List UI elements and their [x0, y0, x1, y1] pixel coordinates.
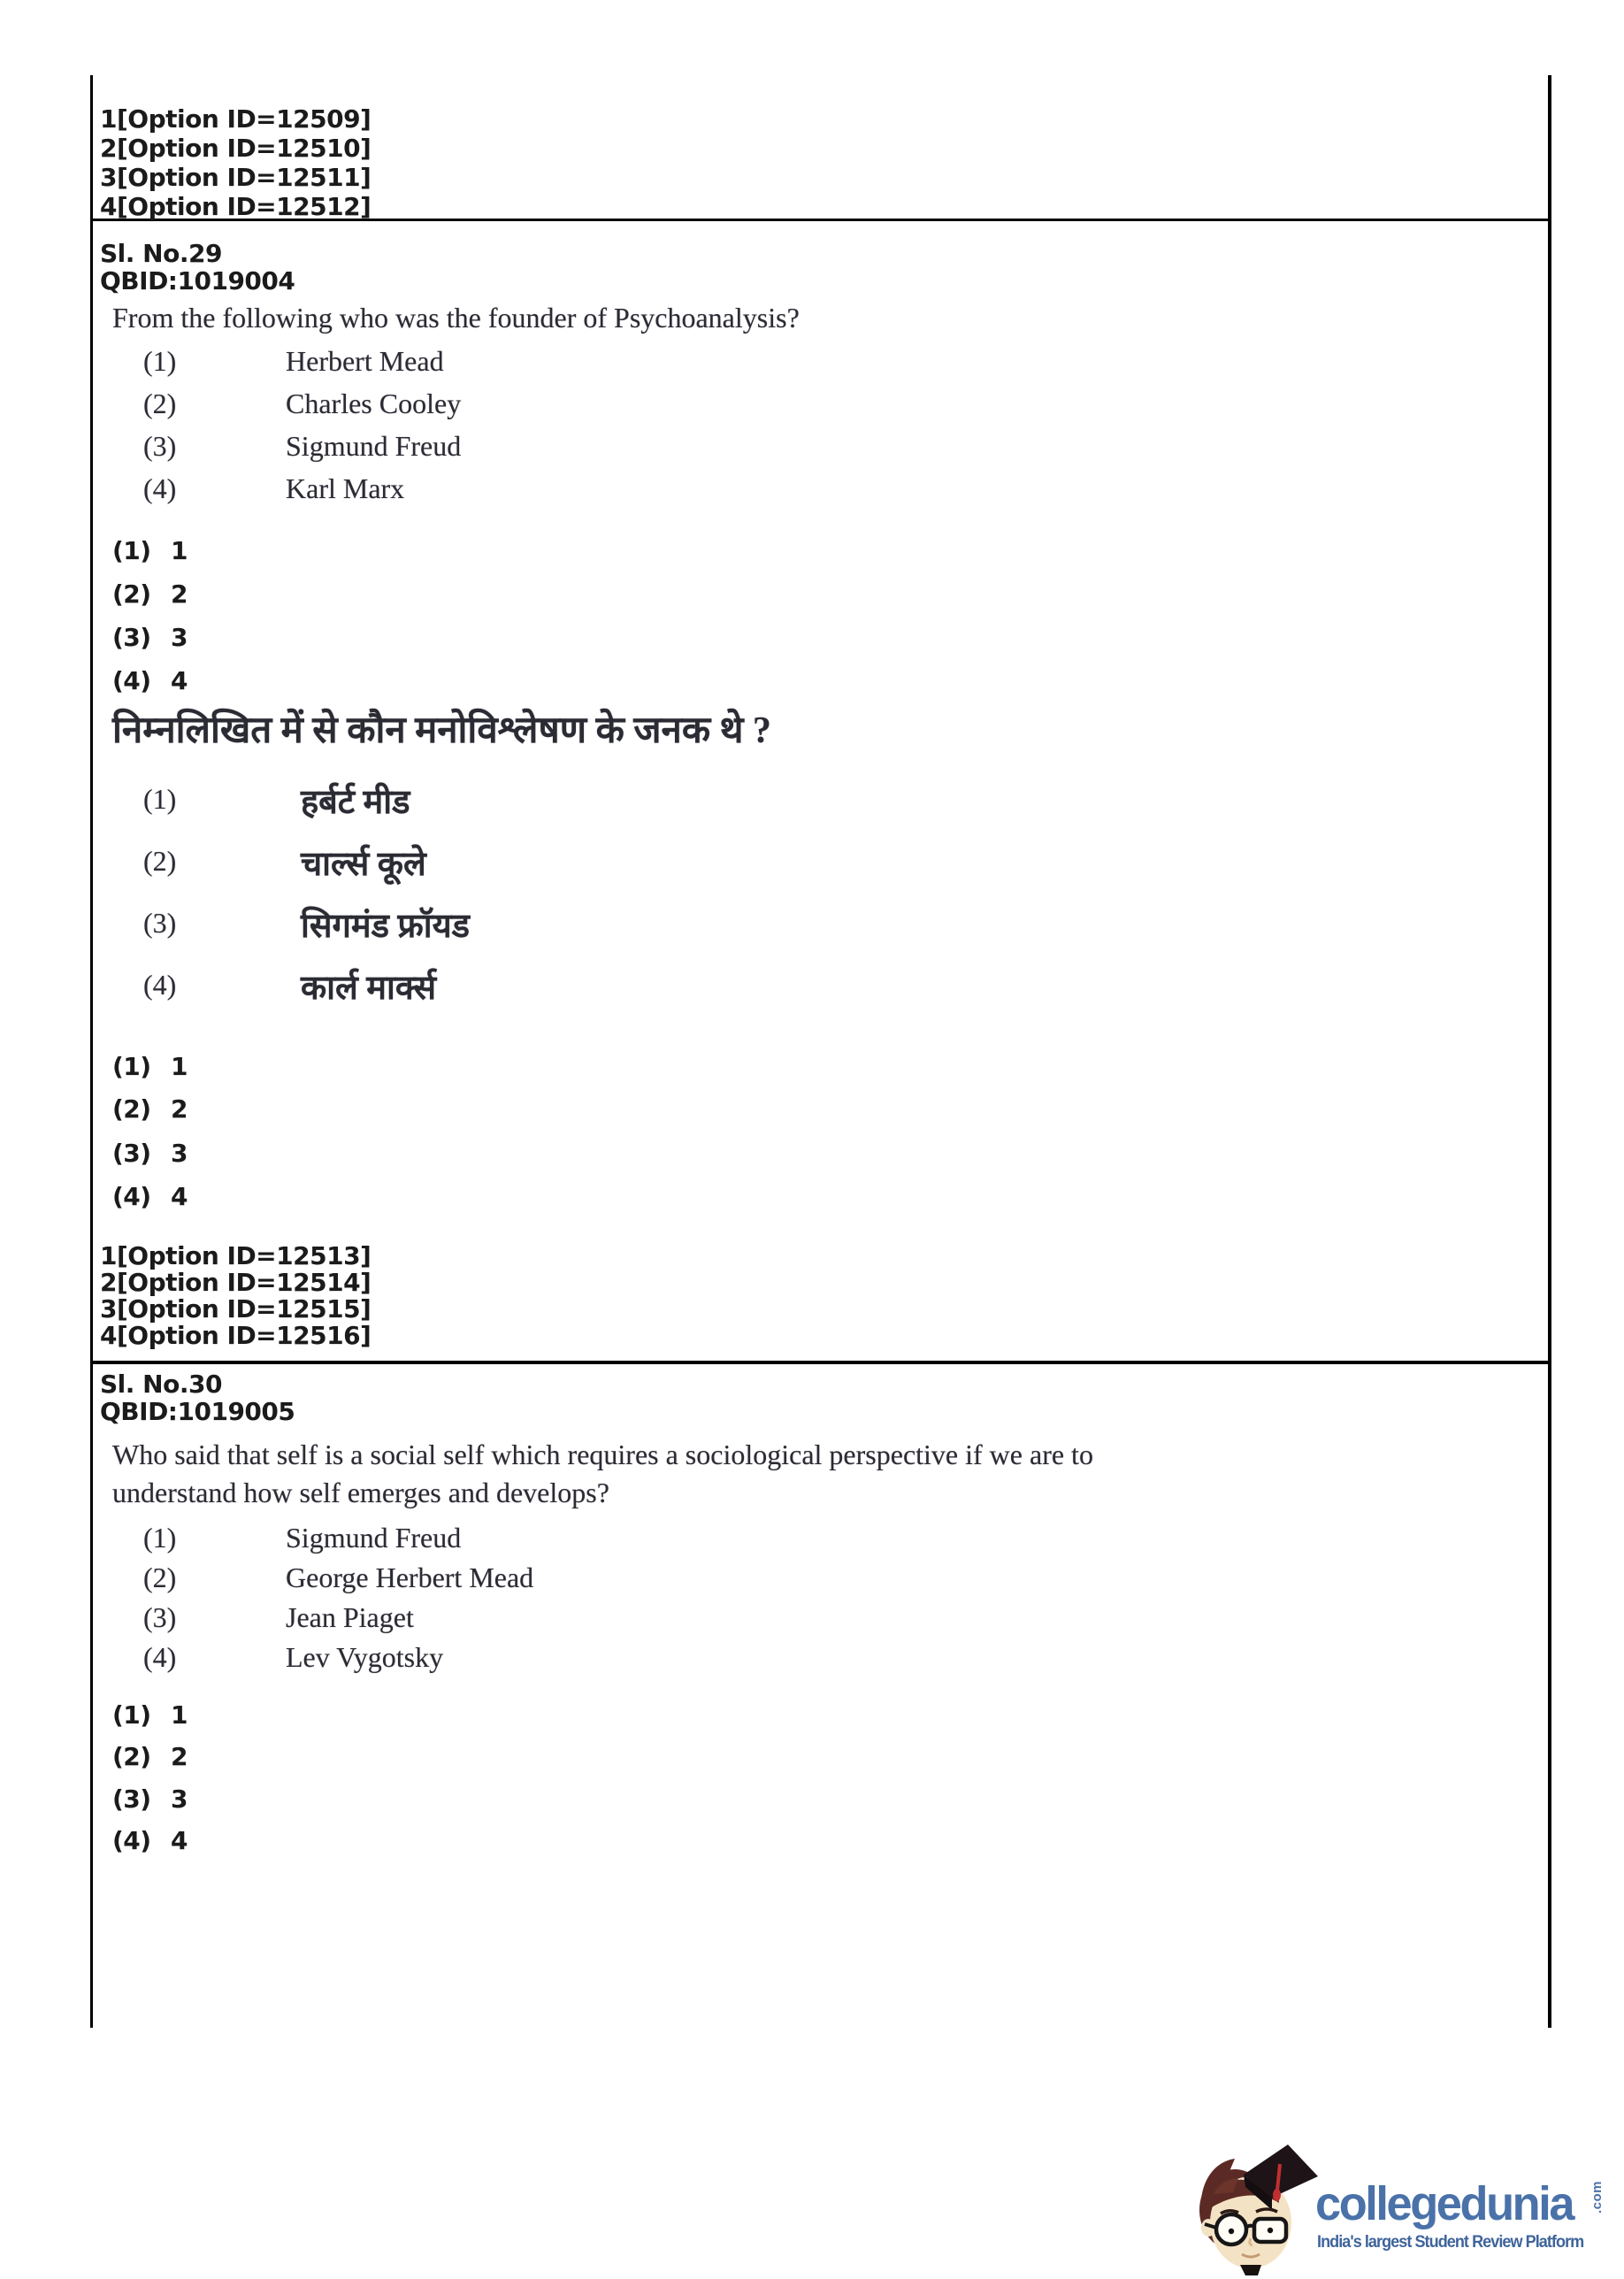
option-text: चार्ल्स कूले: [301, 846, 426, 883]
option-id-line: 2[Option ID=12514]: [100, 1268, 372, 1297]
option-row: [0, 1641, 1504, 1682]
option-label: (3): [143, 1601, 177, 1633]
answer-key-label: (2): [112, 1094, 151, 1124]
option-row: [0, 388, 1504, 428]
answer-key-label: (4): [112, 666, 151, 695]
option-row: [0, 472, 1504, 513]
option-text: Sigmund Freud: [286, 1522, 462, 1554]
option-row: [0, 430, 1504, 471]
option-label: (1): [143, 1522, 177, 1554]
question-29-text-en: From the following who was the founder of Psychoanalysis?: [112, 302, 800, 334]
answer-key-value: 2: [171, 579, 188, 609]
serial-number: Sl. No.30: [100, 1370, 222, 1399]
answer-key-label: (4): [112, 1826, 151, 1855]
answer-key-label: (1): [112, 536, 151, 565]
option-row: [0, 969, 1504, 1009]
answer-key-value: 4: [171, 1182, 188, 1211]
option-text: सिगमंड फ्रॉयड: [301, 908, 470, 945]
answer-key-value: 4: [171, 1826, 188, 1855]
option-text: Lev Vygotsky: [286, 1641, 444, 1673]
option-label: (2): [143, 845, 177, 877]
option-label: (4): [143, 472, 177, 504]
answer-key-label: (2): [112, 579, 151, 609]
option-text: Jean Piaget: [286, 1601, 414, 1633]
table-border-right: [1548, 75, 1551, 2028]
answer-key-row: [112, 536, 188, 565]
option-label: (1): [143, 783, 177, 815]
question-29-text-hi: निम्नलिखित में से कौन मनोविश्लेषण के जनक थे ?: [112, 710, 771, 751]
answer-key-value: 4: [171, 666, 188, 695]
answer-key-label: (4): [112, 1182, 151, 1211]
carryover-option-ids: [100, 104, 371, 221]
question-29-option-ids: [100, 1243, 371, 1349]
option-id-line: 1[Option ID=12513]: [100, 1241, 372, 1270]
row-divider-middle: [90, 1361, 1551, 1364]
answer-key-value: 3: [171, 623, 188, 652]
qbid: QBID:1019005: [100, 1397, 295, 1426]
serial-number: Sl. No.29: [100, 239, 222, 268]
option-row: [0, 845, 1504, 886]
option-row: [0, 1562, 1504, 1602]
answer-key-row: [112, 1094, 188, 1124]
brand-wordmark: collegedunia: [1315, 2177, 1574, 2230]
brand-domain-suffix: .com: [1590, 2180, 1605, 2214]
question-line: Who said that self is a social self which requires a sociological perspective if we are to: [112, 1439, 1093, 1470]
answer-key-label: (1): [112, 1052, 151, 1081]
question-30-header: [100, 1370, 295, 1425]
answer-key-row: [112, 1052, 188, 1081]
answer-key-row: [112, 1742, 188, 1771]
answer-key-label: (3): [112, 623, 151, 652]
answer-key-value: 2: [171, 1094, 188, 1124]
question-line: understand how self emerges and develops?: [112, 1477, 609, 1508]
answer-key-value: 1: [171, 536, 188, 565]
option-label: (2): [143, 1562, 177, 1593]
option-row: [0, 783, 1504, 824]
answer-key-value: 1: [171, 1052, 188, 1081]
question-29-header: [100, 240, 295, 295]
answer-key-row: [112, 623, 188, 652]
answer-key-row: [112, 1826, 188, 1855]
option-label: (3): [143, 430, 177, 462]
option-id-line: 3[Option ID=12511]: [100, 163, 372, 192]
answer-key-row: [112, 1182, 188, 1211]
answer-key-value: 2: [171, 1742, 188, 1771]
option-row: [0, 1601, 1504, 1642]
answer-key-row: [112, 1700, 188, 1730]
option-text: Charles Cooley: [286, 388, 462, 419]
option-id-line: 4[Option ID=12516]: [100, 1321, 372, 1350]
option-text: George Herbert Mead: [286, 1562, 534, 1593]
collegedunia-mascot-icon: [1194, 2139, 1322, 2276]
answer-key-value: 3: [171, 1784, 188, 1814]
option-label: (4): [143, 1641, 177, 1673]
answer-key-label: (1): [112, 1700, 151, 1730]
answer-key-row: [112, 579, 188, 609]
option-row: [0, 907, 1504, 948]
answer-key-value: 3: [171, 1139, 188, 1168]
answer-key-row: [112, 1784, 188, 1814]
option-id-line: 3[Option ID=12515]: [100, 1294, 372, 1324]
option-id-line: 4[Option ID=12512]: [100, 192, 372, 221]
answer-key-row: [112, 666, 188, 695]
answer-key-label: (3): [112, 1139, 151, 1168]
option-label: (2): [143, 388, 177, 419]
answer-key-row: [112, 1139, 188, 1168]
brand-tagline: India's largest Student Review Platform: [1317, 2233, 1584, 2252]
answer-key-value: 1: [171, 1700, 188, 1730]
option-text: कार्ल मार्क्स: [301, 970, 437, 1007]
option-text: हर्बर्ट मीड: [301, 784, 410, 821]
option-text: Karl Marx: [286, 472, 405, 504]
option-row: [0, 1522, 1504, 1562]
option-row: [0, 345, 1504, 386]
qbid: QBID:1019004: [100, 266, 295, 295]
option-id-line: 2[Option ID=12510]: [100, 134, 372, 163]
option-label: (4): [143, 969, 177, 1001]
option-id-line: 1[Option ID=12509]: [100, 104, 372, 134]
option-label: (3): [143, 907, 177, 939]
answer-key-label: (2): [112, 1742, 151, 1771]
option-text: Herbert Mead: [286, 345, 444, 377]
option-text: Sigmund Freud: [286, 430, 462, 462]
question-30-text-en: [112, 1436, 1093, 1512]
answer-key-label: (3): [112, 1784, 151, 1814]
option-label: (1): [143, 345, 177, 377]
